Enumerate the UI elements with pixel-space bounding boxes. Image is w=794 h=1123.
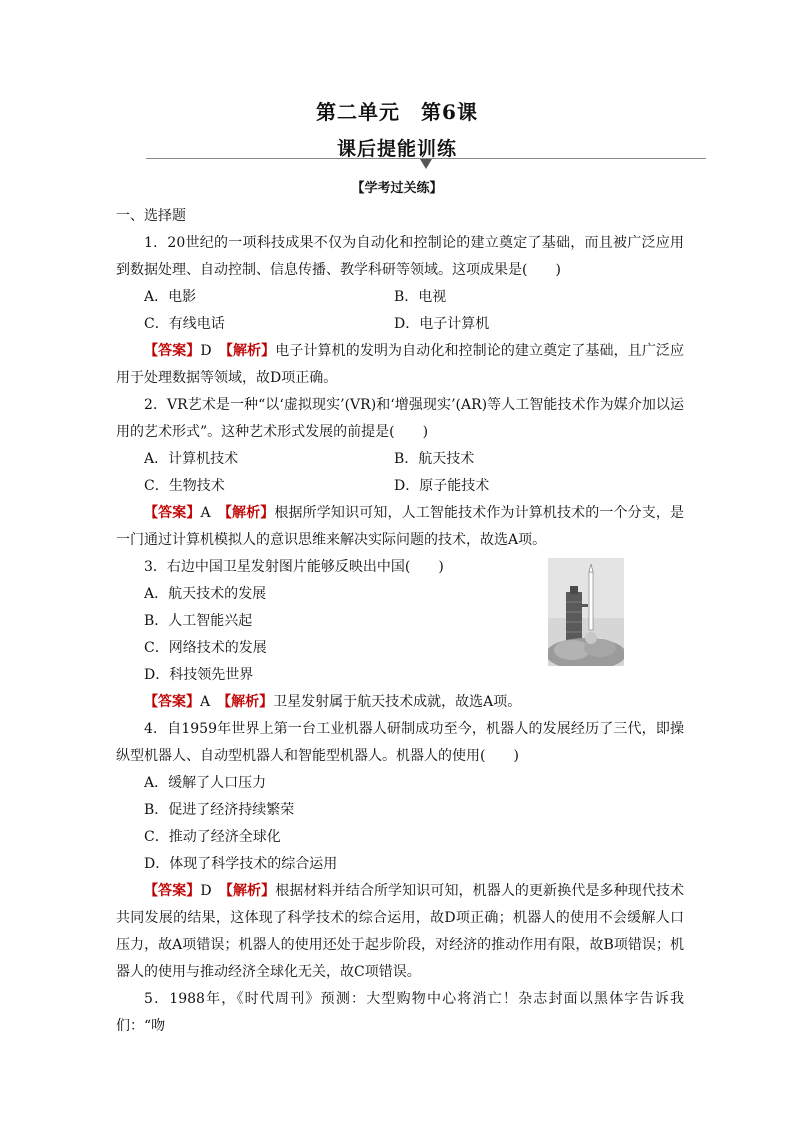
rocket-launch-image [548, 558, 624, 666]
question-1-option-d: D．电子计算机 [394, 316, 490, 332]
question-4-option-d: D．体现了科学技术的综合运用 [144, 856, 338, 872]
question-4-stem: 4．自1959年世界上第一台工业机器人研制成功至今，机器人的发展经历了三代，即操纵型机器人、自动型机器人和智能型机器人。机器人的使用( ) [116, 721, 684, 764]
question-1-option-b: B．电视 [394, 289, 447, 305]
analysis-tag: 【解析】 [225, 883, 276, 899]
question-3-option-b: B．人工智能兴起 [144, 613, 253, 629]
question-2-options-row1 [116, 446, 684, 473]
analysis-text: 电子计算机的发明为自动化和控制论的建立奠定了基础，且广泛应用于处理数据等领域，故D项正确。 [116, 343, 685, 386]
question-3-stem: 3．右边中国卫星发射图片能够反映出中国( ) [144, 559, 444, 575]
part-heading: 一、选择题 [116, 208, 186, 224]
answer-value: D [200, 883, 212, 899]
answer-value: A [200, 694, 211, 710]
question-2-stem: 2．VR艺术是一种“以‘虚拟现实’(VR)和‘增强现实’(AR)等人工智能技术作为媒介加以运用的艺术形式”。这种艺术形式发展的前提是( ) [116, 397, 684, 440]
question-4-answer [116, 878, 684, 986]
question-2-options-row2 [116, 473, 684, 500]
question-4-option-c: C．推动了经济全球化 [144, 829, 281, 845]
question-1-stem: 1．20世纪的一项科技成果不仅为自动化和控制论的建立奠定了基础，而且被广泛应用到数据处理、自动控制、信息传播、教学科研等领域。这项成果是( ) [116, 235, 684, 278]
question-3-option-c: C．网络技术的发展 [144, 640, 267, 656]
rule-arrow-icon [420, 159, 432, 169]
answer-tag: 【答案】 [144, 505, 201, 521]
answer-tag: 【答案】 [144, 694, 200, 710]
answer-value: A [200, 505, 211, 521]
question-3-option-a: A．航天技术的发展 [144, 586, 267, 602]
question-1-options-row1 [116, 284, 684, 311]
page-title: 第二单元 第6课 [316, 100, 478, 124]
question-1-options-row2 [116, 311, 684, 338]
question-4-option-a: A．缓解了人口压力 [144, 775, 267, 791]
question-3-answer [116, 689, 684, 716]
analysis-tag: 【解析】 [224, 694, 274, 710]
content [116, 203, 684, 1040]
analysis-tag: 【解析】 [225, 343, 276, 359]
question-2-option-d: D．原子能技术 [394, 478, 490, 494]
question-2-option-b: B．航天技术 [394, 451, 475, 467]
page-subtitle: 课后提能训练 [336, 138, 457, 160]
question-1-option-a: A．电影 [144, 289, 197, 305]
question-2-answer [116, 500, 684, 554]
question-3-block [116, 554, 684, 689]
question-1-option-c: C．有线电话 [144, 316, 225, 332]
analysis-text: 根据所学知识可知，人工智能技术作为计算机技术的一个分支，是一门通过计算机模拟人的意识思维来解决实际问题的技术，故选A项。 [116, 505, 685, 548]
question-3-option-d: D．科技领先世界 [144, 667, 254, 683]
question-4-option-b: B．促进了经济持续繁荣 [144, 802, 295, 818]
section-label: 【学考过关练】 [351, 181, 443, 196]
answer-value: D [200, 343, 212, 359]
analysis-tag: 【解析】 [224, 505, 275, 521]
question-1-answer [116, 338, 684, 392]
analysis-text: 根据材料并结合所学知识可知，机器人的更新换代是多种现代技术共同发展的结果，这体现了科学技术的综合运用，故D项正确；机器人的使用不会缓解人口压力，故A项错误；机器人的使用还处于起步阶段，对经济的推动作用有限，故B项错误；机器人的使用与推动经济全球化无关，故C项错误。 [116, 883, 685, 980]
question-2-option-c: C．生物技术 [144, 478, 225, 494]
answer-tag: 【答案】 [144, 883, 201, 899]
answer-tag: 【答案】 [144, 343, 201, 359]
analysis-text: 卫星发射属于航天技术成就，故选A项。 [273, 694, 522, 710]
question-5-stem: 5．1988年，《时代周刊》预测：大型购物中心将消亡！杂志封面以黑体字告诉我们：“吻 [116, 991, 684, 1034]
question-2-option-a: A．计算机技术 [144, 451, 239, 467]
